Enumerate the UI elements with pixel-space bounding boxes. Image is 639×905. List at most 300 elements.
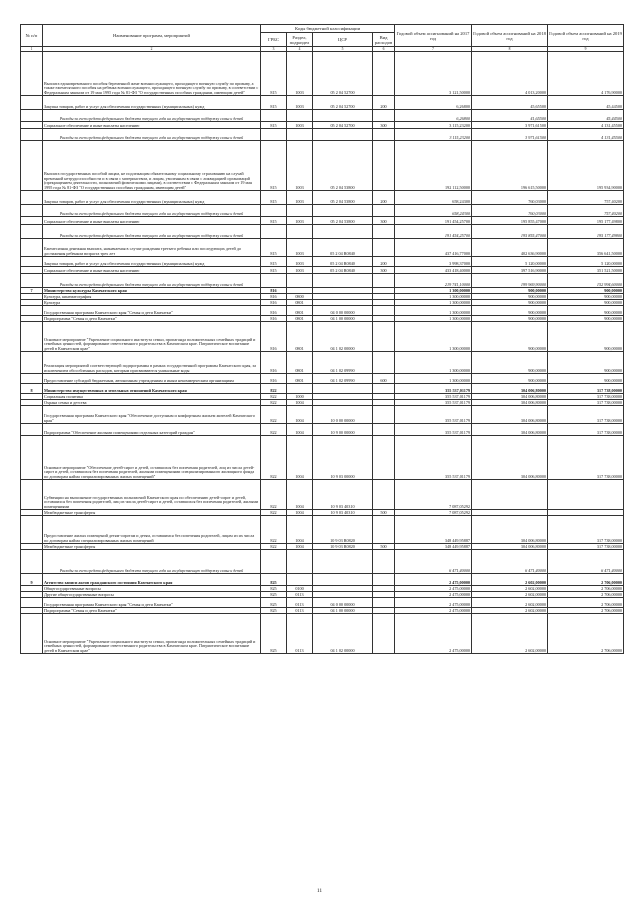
table-row	[21, 480, 624, 510]
row-amount-2018: 2 602,00000	[472, 608, 548, 614]
row-name: Субвенции на выполнение государственных полномочий Камчатского края по обеспечению детей-сирот и детей, оставшихся без попечения родителей, лиц из числа детей-сирот и детей, оставшихся без попечения родителей, жилыми помещениями	[43, 480, 261, 510]
row-name: Культура, кинематография	[43, 294, 261, 300]
row-name: Другие общегосударственные вопросы	[43, 592, 261, 598]
row-name: Министерство имущественных и земельных отношений Камчатского края	[43, 384, 261, 394]
row-razdel: 0113	[287, 592, 313, 598]
row-amount-2019: 2 706,00000	[548, 608, 624, 614]
table-row	[21, 52, 624, 96]
row-amount-2017: 355 537,01179	[395, 394, 472, 400]
row-csr: 10 9 03 R0820	[313, 544, 373, 550]
table-row	[21, 614, 624, 654]
row-razdel: 1003	[287, 96, 313, 110]
row-razdel	[287, 384, 313, 394]
row-razdel: 0801	[287, 316, 313, 322]
row-name: Расходы за счет средств федерального бюджета текущего года на государственную поддержку семьи и детей	[43, 225, 261, 239]
row-name: Культура	[43, 300, 261, 306]
row-number	[21, 424, 43, 436]
row-amount-2019: 317 738,00000	[548, 436, 624, 480]
row-vid	[373, 129, 395, 141]
row-amount-2017: 1 300,00000	[395, 288, 472, 294]
row-razdel: 1004	[287, 544, 313, 550]
row-vid: 300	[373, 122, 395, 129]
row-amount-2019: 757,40200	[548, 191, 624, 205]
row-amount-2018: 6 471,40000	[472, 550, 548, 574]
row-razdel: 1004	[287, 406, 313, 424]
row-csr: 05 2 04 52700	[313, 122, 373, 129]
row-number	[21, 480, 43, 510]
table-row	[21, 96, 624, 110]
row-grbs: 825	[261, 586, 287, 592]
row-amount-2019: 2 706,00000	[548, 598, 624, 608]
table-row	[21, 424, 624, 436]
row-amount-2018: 2 602,00000	[472, 598, 548, 608]
row-amount-2018: 304 006,80000	[472, 406, 548, 424]
row-number	[21, 96, 43, 110]
row-number	[21, 516, 43, 544]
row-razdel: 1003	[287, 191, 313, 205]
row-name: Государственная программа Камчатского края "Семья и дети Камчатки"	[43, 306, 261, 316]
row-amount-2019: 4 131,45500	[548, 122, 624, 129]
row-amount-2018: 304 006,80000	[472, 400, 548, 406]
row-csr: 04 0 00 00000	[313, 306, 373, 316]
row-amount-2018: 900,00000	[472, 288, 548, 294]
column-index: 7	[395, 47, 472, 52]
row-vid	[373, 384, 395, 394]
table-section-row	[21, 574, 624, 586]
table-note-row	[21, 274, 624, 288]
row-razdel: 0801	[287, 300, 313, 306]
row-name: Общегосударственные вопросы	[43, 586, 261, 592]
row-amount-2018: 41,65500	[472, 110, 548, 122]
row-razdel: 1004	[287, 510, 313, 516]
table-row	[21, 306, 624, 316]
col-header-name: Наименование программ, мероприятий	[43, 25, 261, 47]
row-amount-2019: 317 738,00000	[548, 544, 624, 550]
row-name: Подпрограмма "Обеспечение жилыми помещениями отдельных категорий граждан"	[43, 424, 261, 436]
column-index: 2	[43, 47, 261, 52]
row-amount-2019: 2 706,00000	[548, 586, 624, 592]
row-csr: 05 2 04 53800	[313, 217, 373, 225]
row-amount-2019: 900,00000	[548, 306, 624, 316]
row-vid	[373, 574, 395, 586]
row-razdel	[287, 550, 313, 574]
row-grbs: 822	[261, 384, 287, 394]
row-grbs: 816	[261, 316, 287, 322]
row-amount-2018: 3 971,61500	[472, 129, 548, 141]
column-index: 1	[21, 47, 43, 52]
row-razdel	[287, 205, 313, 217]
row-amount-2018: 195 855,47000	[472, 217, 548, 225]
row-number	[21, 129, 43, 141]
row-name: Подпрограмма "Семья и дети Камчатки"	[43, 608, 261, 614]
table-row	[21, 598, 624, 608]
row-amount-2017: 1 300,00000	[395, 316, 472, 322]
row-razdel: 1003	[287, 52, 313, 96]
row-amount-2017: 3 115,23200	[395, 122, 472, 129]
row-name: Закупка товаров, работ и услуг для обеспечения государственных (муниципальных) нужд	[43, 257, 261, 267]
row-grbs	[261, 110, 287, 122]
row-grbs: 815	[261, 217, 287, 225]
row-amount-2019: 4 131,45500	[548, 129, 624, 141]
row-csr: 10 9 03 R0820	[313, 516, 373, 544]
row-amount-2017: 658,24300	[395, 191, 472, 205]
row-csr	[313, 205, 373, 217]
row-amount-2018: 900,00000	[472, 294, 548, 300]
row-grbs: 822	[261, 544, 287, 550]
row-amount-2018: 196 615,50000	[472, 141, 548, 191]
row-amount-2018: 900,00000	[472, 306, 548, 316]
row-grbs: 822	[261, 510, 287, 516]
row-amount-2019: 757,40200	[548, 205, 624, 217]
row-number	[21, 274, 43, 288]
table-note-row	[21, 550, 624, 574]
row-vid	[373, 141, 395, 191]
row-vid	[373, 436, 395, 480]
row-razdel: 1003	[287, 122, 313, 129]
row-amount-2019: 900,00000	[548, 352, 624, 374]
row-csr: 04 1 00 00000	[313, 608, 373, 614]
row-razdel: 1004	[287, 480, 313, 510]
row-amount-2019: 356 641,50000	[548, 239, 624, 257]
row-csr: 05 2 04 R0840	[313, 239, 373, 257]
row-amount-2017: 3 998,37000	[395, 257, 472, 267]
row-number	[21, 322, 43, 352]
row-amount-2018: 304 006,80000	[472, 516, 548, 544]
row-name: Расходы за счет средств федерального бюджета текущего года на государственную поддержку семьи и детей	[43, 129, 261, 141]
row-razdel: 0801	[287, 306, 313, 316]
row-csr	[313, 274, 373, 288]
row-csr	[313, 550, 373, 574]
row-amount-2019: 900,00000	[548, 316, 624, 322]
row-amount-2019: 2 706,00000	[548, 574, 624, 586]
row-grbs	[261, 550, 287, 574]
table-note-row	[21, 205, 624, 217]
row-name: Агентство записи актов гражданского состояния Камчатского края	[43, 574, 261, 586]
row-razdel: 1003	[287, 141, 313, 191]
row-name: Предоставление жилых помещений детям-сиротам и детям, оставшимся без попечения родителей, лицам из их числа по договорам найма специализированных жилых помещений	[43, 516, 261, 544]
row-csr	[313, 129, 373, 141]
row-vid	[373, 322, 395, 352]
row-number	[21, 257, 43, 267]
row-grbs: 815	[261, 96, 287, 110]
row-amount-2018: 2 602,00000	[472, 614, 548, 654]
table-body	[21, 52, 624, 654]
row-grbs: 816	[261, 374, 287, 384]
row-amount-2019: 317 738,00000	[548, 516, 624, 544]
row-vid	[373, 614, 395, 654]
table-section-row	[21, 384, 624, 394]
row-razdel: 0100	[287, 586, 313, 592]
row-grbs	[261, 274, 287, 288]
row-amount-2017: 348 449,95887	[395, 516, 472, 544]
row-vid	[373, 352, 395, 374]
row-amount-2017: 2 475,00000	[395, 574, 472, 586]
row-amount-2017: 191 454,25700	[395, 225, 472, 239]
row-number	[21, 550, 43, 574]
row-amount-2017: 2 475,00000	[395, 592, 472, 598]
row-grbs: 825	[261, 614, 287, 654]
row-amount-2017: 1 300,00000	[395, 322, 472, 352]
row-number	[21, 205, 43, 217]
table-note-row	[21, 129, 624, 141]
budget-table	[20, 24, 624, 654]
row-csr: 05 2 04 52700	[313, 96, 373, 110]
table-row	[21, 122, 624, 129]
row-amount-2017: 1 300,00000	[395, 300, 472, 306]
row-amount-2017: 355 537,01179	[395, 400, 472, 406]
column-index: 5	[313, 47, 373, 52]
row-amount-2018: 900,00000	[472, 316, 548, 322]
row-name: Межбюджетные трансферты	[43, 510, 261, 516]
row-vid	[373, 274, 395, 288]
row-razdel: 1004	[287, 436, 313, 480]
table-note-row	[21, 110, 624, 122]
row-vid	[373, 225, 395, 239]
row-csr: 04 0 00 00000	[313, 598, 373, 608]
row-amount-2019: 317 738,00000	[548, 394, 624, 400]
row-grbs: 816	[261, 306, 287, 316]
row-amount-2017: 219 741,10000	[395, 274, 472, 288]
col-header-grbs: ГРБС	[261, 33, 287, 47]
row-amount-2019: 351 521,50000	[548, 267, 624, 274]
row-csr: 04 1 02 00000	[313, 614, 373, 654]
row-amount-2018	[472, 480, 548, 510]
row-csr	[313, 110, 373, 122]
row-name: Расходы за счет средств федерального бюджета текущего года на государственную поддержку семьи и детей	[43, 274, 261, 288]
row-amount-2019: 900,00000	[548, 374, 624, 384]
row-name: Выплата государственных пособий лицам, не подлежащим обязательному социальному страхованию на случай временной нетрудоспособности и в связи с материнством, и лицам, уволенным в связи с ликвидацией организаций (прекращением деятельности, полномочий физическими лицами), в соответствии с Федеральным законом от 19 мая 1995 года № 81-ФЗ "О государственных пособиях гражданам, имеющим детей"	[43, 141, 261, 191]
row-name: Охрана семьи и детства	[43, 400, 261, 406]
row-grbs: 815	[261, 267, 287, 274]
row-vid: 500	[373, 510, 395, 516]
row-csr: 05 2 04 R0840	[313, 267, 373, 274]
row-amount-2019: 152 994,60000	[548, 274, 624, 288]
row-name: Основное мероприятие "Укрепление социального института семьи, пропаганда положительных семейных традиций и семейных ценностей, формирование ответственного родительства в Камчатском крае. Патриотическое воспитание детей в Камчатском крае"	[43, 322, 261, 352]
row-amount-2019: 2 706,00000	[548, 592, 624, 598]
row-amount-2019	[548, 480, 624, 510]
row-amount-2018: 304 006,80000	[472, 394, 548, 400]
row-razdel: 1003	[287, 217, 313, 225]
column-index: 8	[472, 47, 548, 52]
row-razdel: 1000	[287, 394, 313, 400]
row-grbs: 816	[261, 300, 287, 306]
table-note-row	[21, 225, 624, 239]
table-row	[21, 217, 624, 225]
table-row	[21, 436, 624, 480]
row-grbs: 815	[261, 141, 287, 191]
row-vid	[373, 550, 395, 574]
row-amount-2018: 2 602,00000	[472, 586, 548, 592]
table-row	[21, 406, 624, 424]
row-name: Подпрограмма "Семья и дети Камчатки"	[43, 316, 261, 322]
row-amount-2018: 304 006,80000	[472, 436, 548, 480]
row-amount-2017: 1 300,00000	[395, 294, 472, 300]
row-grbs	[261, 129, 287, 141]
row-amount-2018: 5 120,00000	[472, 257, 548, 267]
row-number	[21, 217, 43, 225]
row-name: Предоставление субсидий бюджетным, автономным учреждениям и иным некоммерческим организациям	[43, 374, 261, 384]
row-amount-2018: 3 971,61500	[472, 122, 548, 129]
row-name: Социальное обеспечение и иные выплаты населению	[43, 122, 261, 129]
table-row	[21, 257, 624, 267]
row-name: Государственная программа Камчатского края "Семья и дети Камчатки"	[43, 598, 261, 608]
row-vid: 200	[373, 191, 395, 205]
col-header-2019: Годовой объем ассигнований на 2019 год	[548, 25, 624, 47]
row-amount-2019: 5 120,00000	[548, 257, 624, 267]
row-amount-2017: 1 300,00000	[395, 306, 472, 316]
row-amount-2017: 3 115,23200	[395, 129, 472, 141]
row-razdel: 1003	[287, 257, 313, 267]
row-number	[21, 267, 43, 274]
row-amount-2019: 317 738,00000	[548, 384, 624, 394]
row-amount-2019: 900,00000	[548, 288, 624, 294]
row-vid: 300	[373, 217, 395, 225]
row-csr: 10 9 03 00000	[313, 436, 373, 480]
row-amount-2018: 900,00000	[472, 322, 548, 352]
row-csr: 05 2 04 R0840	[313, 257, 373, 267]
row-grbs: 822	[261, 516, 287, 544]
row-name: Основное мероприятие "Укрепление социального института семьи, пропаганда положительных семейных традиций и семейных ценностей, формирование ответственного родительства в Камчатском крае. Патриотическое воспитание детей в Камчатском крае"	[43, 614, 261, 654]
row-grbs: 825	[261, 574, 287, 586]
col-header-num: № п/п	[21, 25, 43, 47]
row-amount-2017: 6 471,40000	[395, 550, 472, 574]
table-row	[21, 141, 624, 191]
row-name: Министерство культуры Камчатского края	[43, 288, 261, 294]
row-grbs: 816	[261, 352, 287, 374]
col-header-2017: Годовой объем ассигнований на 2017 год	[395, 25, 472, 47]
row-amount-2017: 6,26800	[395, 96, 472, 110]
row-vid	[373, 516, 395, 544]
row-amount-2017: 355 537,01179	[395, 436, 472, 480]
row-grbs: 815	[261, 257, 287, 267]
row-razdel: 1003	[287, 239, 313, 257]
row-amount-2018: 397 516,90000	[472, 267, 548, 274]
row-name: Закупка товаров, работ и услуг для обеспечения государственных (муниципальных) нужд	[43, 96, 261, 110]
row-vid	[373, 306, 395, 316]
row-amount-2019: 45,44500	[548, 110, 624, 122]
row-number: 7	[21, 288, 43, 294]
row-amount-2017: 2 475,00000	[395, 586, 472, 592]
row-amount-2019: 317 738,00000	[548, 406, 624, 424]
row-amount-2019: 317 738,00000	[548, 400, 624, 406]
row-vid	[373, 424, 395, 436]
row-amount-2018: 199 969,90000	[472, 274, 548, 288]
row-grbs: 816	[261, 294, 287, 300]
row-name: Межбюджетные трансферты	[43, 544, 261, 550]
row-csr: 05 2 04 53800	[313, 141, 373, 191]
row-number	[21, 239, 43, 257]
row-csr: 04 1 02 09990	[313, 374, 373, 384]
row-grbs: 822	[261, 436, 287, 480]
row-amount-2018: 304 006,80000	[472, 544, 548, 550]
row-grbs: 825	[261, 598, 287, 608]
row-number	[21, 52, 43, 96]
row-csr: 04 1 00 00000	[313, 316, 373, 322]
row-grbs: 822	[261, 400, 287, 406]
column-index: 6	[373, 47, 395, 52]
row-csr	[313, 384, 373, 394]
row-razdel: 1004	[287, 516, 313, 544]
row-amount-2018: 402 636,90000	[472, 239, 548, 257]
row-grbs: 825	[261, 608, 287, 614]
table-row	[21, 239, 624, 257]
row-vid	[373, 598, 395, 608]
row-grbs: 816	[261, 322, 287, 352]
row-amount-2017: 355 537,01179	[395, 384, 472, 394]
row-number	[21, 614, 43, 654]
row-name: Выплата единовременного пособия беременной жене военнослужащего, проходящего военную службу по призыву, а также ежемесячного пособия на ребенка военнослужащего, проходящего военную службу по призыву, в соответствии с Федеральным законом от 19 мая 1995 года № 81-ФЗ "О государственных пособиях гражданам, имеющим детей"	[43, 52, 261, 96]
column-index: 9	[548, 47, 624, 52]
column-index: 3	[261, 47, 287, 52]
row-csr	[313, 225, 373, 239]
row-name: Социальное обеспечение и иные выплаты населению	[43, 217, 261, 225]
row-number	[21, 110, 43, 122]
row-number	[21, 406, 43, 424]
row-razdel: 1004	[287, 400, 313, 406]
row-amount-2017: 192 112,50000	[395, 141, 472, 191]
row-razdel	[287, 225, 313, 239]
row-number	[21, 122, 43, 129]
row-csr: 05 2 04 53800	[313, 191, 373, 205]
row-amount-2018: 2 602,00000	[472, 592, 548, 598]
table-header	[21, 25, 624, 52]
row-vid: 500	[373, 544, 395, 550]
row-vid: 600	[373, 374, 395, 384]
row-csr: 10 9 03 40310	[313, 480, 373, 510]
row-name: Государственная программа Камчатского края "Обеспечение доступным и комфортным жильем жителей Камчатского края"	[43, 406, 261, 424]
row-grbs: 825	[261, 592, 287, 598]
row-grbs: 822	[261, 480, 287, 510]
col-header-razdel: Раздел, подраздел	[287, 33, 313, 47]
row-amount-2017: 191 454,25700	[395, 217, 472, 225]
col-header-csr: ЦСР	[313, 33, 373, 47]
row-number	[21, 306, 43, 316]
row-number	[21, 374, 43, 384]
row-amount-2018: 900,00000	[472, 374, 548, 384]
row-grbs: 822	[261, 406, 287, 424]
row-number	[21, 352, 43, 374]
row-razdel: 0113	[287, 608, 313, 614]
row-amount-2018: 45,65500	[472, 96, 548, 110]
row-amount-2017: 3 121,50000	[395, 52, 472, 96]
row-vid: 200	[373, 257, 395, 267]
row-grbs	[261, 225, 287, 239]
row-amount-2018: 4 013,20000	[472, 52, 548, 96]
row-vid	[373, 110, 395, 122]
row-razdel	[287, 574, 313, 586]
row-amount-2017: 7 087,05292	[395, 480, 472, 510]
row-name: Ежемесячная денежная выплата, назначаемая в случае рождения третьего ребенка или последующих детей до достижения ребенком возраста трех лет	[43, 239, 261, 257]
column-index: 4	[287, 47, 313, 52]
row-csr: 04 1 02 09990	[313, 352, 373, 374]
row-number	[21, 141, 43, 191]
row-csr: 10 0 00 00000	[313, 406, 373, 424]
row-amount-2019: 2 706,00000	[548, 614, 624, 654]
row-grbs	[261, 205, 287, 217]
row-razdel: 0113	[287, 614, 313, 654]
row-name: Расходы за счет средств федерального бюджета текущего года на государственную поддержку семьи и детей	[43, 205, 261, 217]
row-vid: 300	[373, 267, 395, 274]
row-razdel	[287, 274, 313, 288]
row-name: Социальное обеспечение и иные выплаты населению	[43, 267, 261, 274]
row-name: Закупка товаров, работ и услуг для обеспечения государственных (муниципальных) нужд	[43, 191, 261, 205]
row-grbs: 815	[261, 191, 287, 205]
row-name: Расходы за счет средств федерального бюджета текущего года на государственную поддержку семьи и детей	[43, 550, 261, 574]
row-amount-2019: 195 177,49800	[548, 225, 624, 239]
table-row	[21, 516, 624, 544]
row-razdel: 0801	[287, 352, 313, 374]
table-row	[21, 374, 624, 384]
